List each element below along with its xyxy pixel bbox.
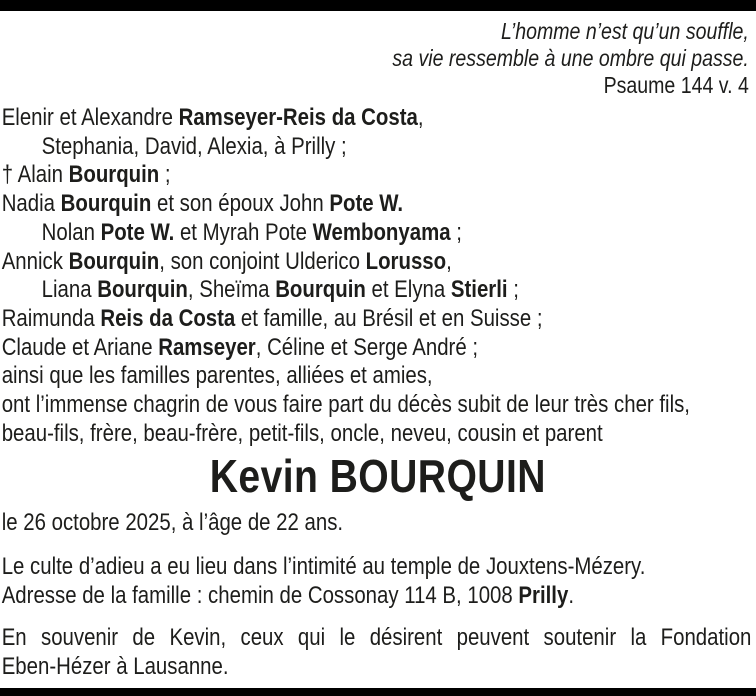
surname-bold-text: Ramseyer	[158, 333, 256, 361]
family-line	[2, 334, 756, 363]
family-line	[2, 161, 756, 190]
family-address-line	[2, 581, 756, 610]
text-run: .	[568, 582, 574, 610]
text-run: Stephania, David, Alexia, à Prilly ;	[41, 132, 347, 160]
family-line	[2, 391, 756, 420]
text-run: , Sheïma	[187, 276, 276, 304]
epigraph-line-1: L’homme n’est qu’un souffle,	[501, 18, 749, 44]
family-line	[2, 276, 756, 305]
text-run: ont l’immense chagrin de vous faire part du décès subit de leur très cher fils,	[1, 391, 690, 419]
text-run: , son conjoint Ulderico	[159, 247, 366, 275]
surname-bold-text: Pote W.	[100, 218, 175, 246]
family-line	[2, 305, 756, 334]
family-line	[2, 362, 756, 391]
surname-bold-text: Bourquin	[60, 190, 152, 218]
text-run: et famille, au Brésil et en Suisse ;	[235, 304, 543, 332]
death-date-line: le 26 octobre 2025, à l’âge de 22 ans.	[1, 509, 344, 537]
surname-bold-text: Reis da Costa	[100, 304, 236, 332]
surname-bold-text: Pote W.	[329, 190, 404, 218]
text-run: et Myrah Pote	[174, 218, 313, 246]
text-run: ;	[450, 218, 462, 246]
family-line	[2, 133, 756, 162]
surname-bold-text: Wembonyama	[312, 218, 451, 246]
notice-content	[0, 11, 756, 681]
family-line	[2, 190, 756, 219]
text-run: ainsi que les familles parentes, alliées et amies,	[1, 362, 433, 390]
surname-bold-text: Prilly	[518, 582, 569, 610]
text-run: ;	[159, 161, 171, 189]
surname-bold-text: Bourquin	[275, 276, 366, 304]
deceased-name: Kevin BOURQUIN	[209, 450, 546, 503]
surname-bold-text: Bourquin	[97, 276, 188, 304]
text-run: ,	[446, 247, 452, 275]
memorial-line-2: Eben-Hézer à Lausanne.	[1, 653, 229, 681]
ceremony-line: Le culte d’adieu a eu lieu dans l’intimité au temple de Jouxtens-Mézery.	[1, 553, 646, 581]
epigraph-reference: Psaume 144 v. 4	[603, 72, 749, 98]
text-run: Elenir et Alexandre	[1, 104, 179, 131]
text-run: Nolan	[41, 218, 101, 246]
surname-bold-text: Bourquin	[68, 161, 160, 189]
text-run: Liana	[41, 276, 98, 304]
family-line	[2, 420, 756, 449]
memorial-line-1: En souvenir de Kevin, ceux qui le désirent peuvent soutenir la Fondation	[1, 624, 752, 652]
surname-bold-text: Ramseyer-Reis da Costa	[178, 104, 418, 131]
text-run: Claude et Ariane	[1, 333, 159, 361]
text-run: Adresse de la famille : chemin de Cossonay 114 B, 1008	[1, 582, 519, 610]
surname-bold-text: Stierli	[450, 276, 508, 304]
epigraph	[0, 18, 756, 99]
text-run: † Alain	[1, 161, 69, 189]
text-run: , Céline et Serge André ;	[255, 333, 479, 361]
family-line	[2, 219, 756, 248]
text-run: beau-fils, frère, beau-frère, petit-fils, oncle, neveu, cousin et parent	[1, 419, 603, 447]
surname-bold-text: Bourquin	[68, 247, 160, 275]
text-run: Raimunda	[1, 304, 101, 332]
text-run: ;	[507, 276, 519, 304]
ceremony-paragraph	[0, 552, 756, 610]
surname-bold-text: Lorusso	[365, 247, 447, 275]
memorial-paragraph	[0, 623, 756, 681]
family-line	[2, 104, 756, 133]
text-run: Nadia	[1, 190, 61, 218]
text-run: Annick	[1, 247, 69, 275]
text-run: et Elyna	[365, 276, 451, 304]
family-line	[2, 248, 756, 277]
family-list	[0, 104, 756, 448]
top-border-bar	[0, 0, 756, 11]
epigraph-line-2: sa vie ressemble à une ombre qui passe.	[392, 45, 749, 71]
text-run: et son époux John	[151, 190, 330, 218]
bottom-border-bar	[0, 688, 756, 696]
text-run: ,	[417, 104, 424, 131]
